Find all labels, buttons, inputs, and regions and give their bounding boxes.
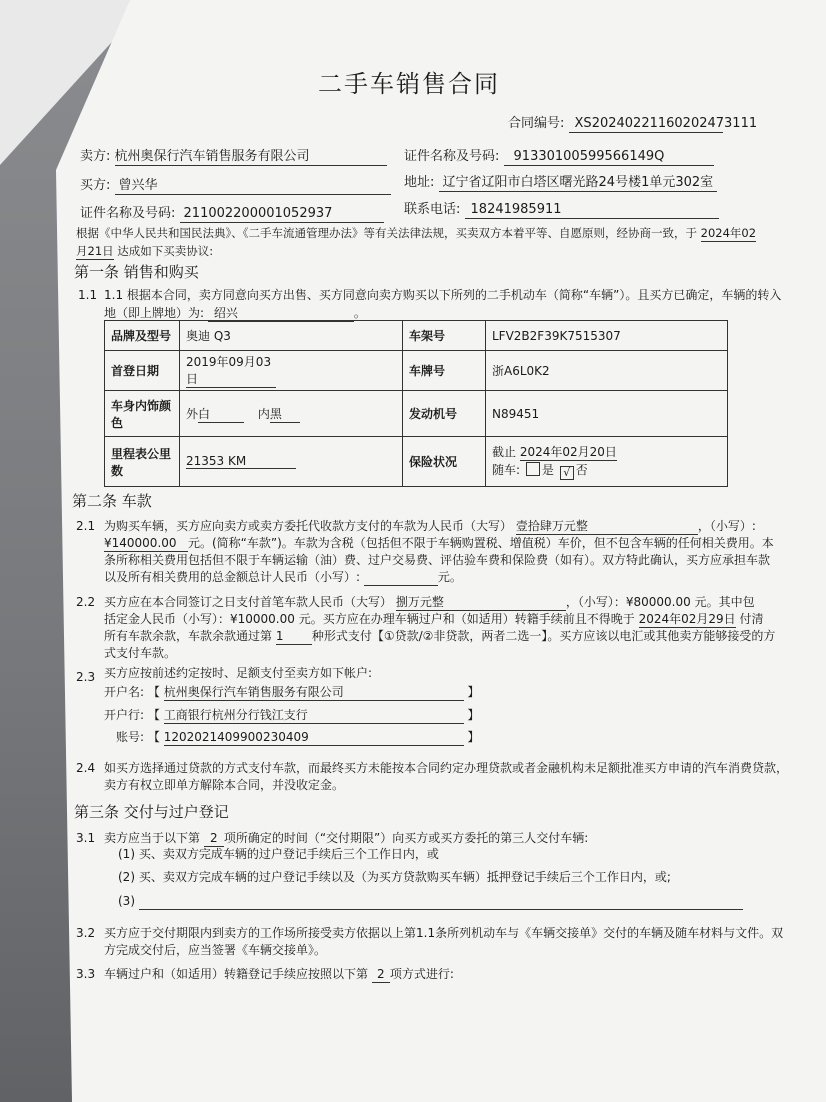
preamble-date-part-2: 月21日 [76,244,114,258]
clause-2-2-line-4: 式支付车款。 [104,646,177,660]
clause-3-2-line-2: 方完成交付后，应当签署《车辆交接单》。 [104,943,327,957]
final-payment-date: 2024年02月29日 [638,612,736,626]
buyer-phone-value: 18241985911 [465,202,719,219]
account-number-label: 账号: [116,730,145,744]
buyer-address-row [404,175,717,192]
account-name-label: 开户名: [104,685,145,699]
first-payment-words: 捌万元整 [396,594,566,611]
clause-2-4-number: 2.4 [76,761,96,775]
clause-3-3-number: 3.3 [76,967,96,981]
clause-2-1-text-5: 元。 [437,570,462,584]
clause-2-2-line-3 [104,628,775,645]
option-3-blank [139,893,743,910]
clause-2-1-line-3: 条所称相关费用包括但不限于车辆运输（油）费、过户交易费、评估验车费和保险费（如有）。双方特此确认，买方应承担车款 [104,553,771,567]
account-name-row: 开户名: 【 杭州奥保行汽车销售服务有限公司 】 [104,685,480,699]
clause-1-1-number: 1.1 [78,288,98,302]
buyer-phone-row [404,202,719,219]
first-payment-figures: ，（小写）：¥80000.00 [565,595,691,609]
seller-cert-label: 证件名称及号码: [404,149,500,164]
clause-3-3-text-2: 项方式进行: [389,967,454,981]
bank-row: 开户行: 【 工商银行杭州分行钱江支行 】 [104,708,480,722]
clause-3-1-number: 3.1 [76,831,96,845]
clause-1-1-text-2: 地（即上牌地）为: 绍兴 。 [104,306,366,320]
clause-2-2-text-2: 元。其中包 [694,595,755,609]
contract-number [508,116,758,133]
clause-3-1-text-2: 项所确定的时间（“交付期限”）向买方或买方委托的第三人交付车辆: [223,831,589,845]
clause-2-2-text-4: 付清 [739,612,764,626]
brand-value: 奥迪 Q3 [180,321,403,351]
clause-2-3-number: 2.3 [76,670,96,684]
clause-3-1-line-1 [104,830,588,847]
clause-3-1-option-2: (2) 买、卖双方完成车辆的过户登记手续以及（为买方贷款购买车辆）抵押登记手续后三个工作日内，或; [118,870,671,884]
article-2-heading: 第二条 车款 [72,492,152,510]
payment-method-number: 1 [276,628,312,645]
insurance-until-date: 2024年02月20日 [519,445,617,459]
preamble-date-part-1: 2024年02 [700,226,757,240]
destination-value: 绍兴 [208,305,354,322]
clause-2-1-line-4 [104,569,462,586]
exterior-color: 白 [198,405,244,423]
destination-label: 地（即上牌地）为: [104,306,205,320]
clause-2-1-text-2: 元。(简称“车款”)。车款为含税（包括但不限于车辆购置税、增值税）车价，但不包含车辆的任何相关费用。本 [188,536,774,550]
clause-2-3-text: 买方应按前述约定按时、足额支付至卖方如下帐户: [104,666,373,680]
buyer-address-label: 地址: [404,175,435,190]
clause-3-1-option-1: (1) 买、卖双方完成车辆的过户登记手续后三个工作日内，或 [118,847,439,861]
price-in-figures: ¥140000.00 [104,535,188,552]
clause-2-2-text-6: 种形式支付【①贷款/②非贷款，两者二选一】。买方应该以电汇或其他卖方能够接受的方 [311,629,776,643]
insurance-until-label: 截止 [492,445,517,459]
clause-2-2-text-5: 所有车款余款，车款余款通过第 [104,629,273,643]
buyer-cert-label: 证件名称及号码: [80,206,176,221]
contract-number-value: XS20240221160202473111 [569,116,723,133]
engine-label: 发动机号 [403,391,486,437]
seller-cert-value: 91330100599566149Q [504,149,714,166]
preamble-line-1 [76,225,756,242]
clause-3-3-text: 车辆过户和（如适用）转籍登记手续应按照以下第 [104,967,369,981]
checkbox-yes[interactable] [526,462,540,476]
registration-date-value: 2019年09月03日 [180,351,403,391]
article-1-heading: 第一条 销售和购买 [74,263,199,281]
account-name-value: 杭州奥保行汽车销售服务有限公司 [164,684,464,701]
price-in-words: 壹拾肆万元整 [516,518,698,535]
bank-value: 工商银行杭州分行钱江支行 [164,707,464,724]
interior-color: 黑 [270,405,300,423]
clause-2-2-text: 买方应在本合同签订之日支付首笔车款人民币（大写） [104,595,393,609]
clause-2-2-number: 2.2 [76,595,96,609]
registration-date-label: 首登日期 [105,351,180,391]
option-no-label: 否 [575,463,588,477]
buyer-cert-row [80,206,384,223]
buyer-row [80,178,391,195]
engine-value: N89451 [486,391,728,437]
delivery-option-number: 2 [204,830,224,847]
interior-label: 内 [257,406,270,421]
clause-1-1-text: 1.1 根据本合同，卖方同意向买方出售、买方同意向卖方购买以下所列的二手机动车（简称“车辆”）。且买方已确定，车辆的转入 [104,288,782,302]
clause-2-1-number: 2.1 [76,519,96,533]
contract-number-label: 合同编号: [508,116,565,131]
buyer-label: 买方: [80,178,111,193]
vin-label: 车架号 [403,321,486,351]
follow-label: 随车: [492,463,521,477]
clause-3-1-option-3 [118,893,743,910]
plate-label: 车牌号 [403,351,486,391]
clause-2-2-text-3: 元。买方应在办理车辆过户和（如适用）转籍手续前且不得晚于 [298,612,635,626]
buyer-cert-value: 211002200001052937 [180,206,384,223]
option-3-label: (3) [118,894,135,908]
exterior-label: 外 [186,406,199,421]
odometer-label: 里程表公里数 [105,437,180,487]
plate-value: 浙A6L0K2 [486,351,728,391]
clause-2-2-line-2 [104,611,764,628]
clause-3-3-line-1 [104,966,454,983]
page-title: 二手车销售合同 [318,70,500,98]
clause-2-1-line-1 [104,518,756,535]
buyer-address-value: 辽宁省辽阳市白塔区曙光路24号楼1单元302室 [439,175,717,192]
clause-2-4-line-2: 卖方有权立即单方解除本合同，并没收定金。 [104,778,345,792]
option-yes-label: 是 [541,463,554,477]
preamble-text: 根据《中华人民共和国民法典》、《二手车流通管理办法》等有关法律法规，买卖双方本着平等、自愿原则，经协商一致，于 [76,226,697,240]
bank-label: 开户行: [104,708,145,722]
seller-name: 杭州奥保行汽车销售服务有限公司 [115,149,387,166]
color-value [180,391,403,437]
seller-cert-row [404,149,714,166]
clause-2-1-text: 为购买车辆，买方应向卖方或卖方委托代收款方支付的车款为人民币（大写） [104,519,513,533]
odometer-value: 21353 KM [180,437,403,487]
article-3-heading: 第三条 交付与过户登记 [74,803,229,821]
color-label: 车身内饰颜色 [105,391,180,437]
clause-2-4-line-1: 如买方选择通过贷款的方式支付车款，而最终买方未能按本合同约定办理贷款或者金融机构未足额批准买方申请的汽车消费贷款， [104,761,789,775]
buyer-name: 曾兴华 [115,178,391,195]
clause-3-2-line-1: 买方应于交付期限内到卖方的工作场所接受卖方依据以上第1.1条所列机动车与《车辆交接单》交付的车辆及随车材料与文件。双 [104,926,784,940]
vin-value: LFV2B2F39K7515307 [486,321,728,351]
transfer-option-number: 2 [372,966,390,983]
seller-label: 卖方: [80,149,111,164]
preamble-text-2: 达成如下买卖协议: [117,244,214,258]
clause-3-2-number: 3.2 [76,926,96,940]
buyer-phone-label: 联系电话: [404,202,461,217]
deposit-amount: 括定金人民币（小写）：¥10000.00 [104,612,295,626]
account-number-value: 1202021409900230409 [164,729,464,746]
price-small-label: ，（小写）: [697,519,756,533]
clause-2-1-text-4: 以及所有相关费用的总金额总计人民币（小写）: [104,570,361,584]
checkbox-no[interactable]: √ [560,466,574,480]
total-amount-blank [364,569,438,586]
account-number-row: 账号: 【 1202021409900230409 】 [116,730,480,744]
vehicle-info-table [104,320,728,487]
insurance-value [486,437,728,487]
clause-3-1-text: 卖方应当于以下第 [104,831,201,845]
clause-2-1-line-2 [104,535,774,552]
clause-2-2-line-1 [104,594,755,611]
preamble-line-2 [76,243,213,260]
brand-label: 品牌及型号 [105,321,180,351]
seller-row [80,149,387,166]
insurance-label: 保险状况 [403,437,486,487]
